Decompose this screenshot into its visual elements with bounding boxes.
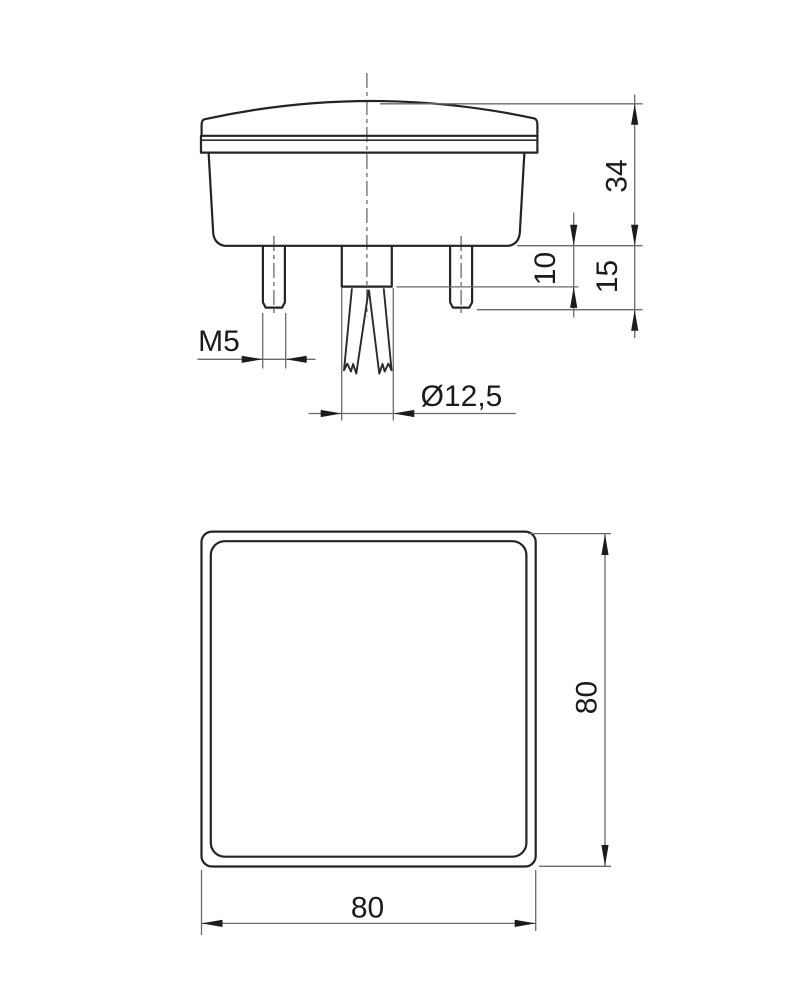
dimension-face-width <box>202 870 536 935</box>
face-inner-outline <box>211 541 527 857</box>
face-view <box>202 532 612 935</box>
arrow-right-icon <box>515 920 536 927</box>
dim-label-stud-thread: M5 <box>198 325 240 358</box>
arrow-down-icon <box>570 225 577 246</box>
arrow-right-icon <box>321 410 342 417</box>
arrow-left-icon <box>202 920 223 927</box>
face-outer-outline <box>202 532 536 867</box>
left-wire <box>344 288 369 373</box>
arrow-down-icon <box>601 845 608 866</box>
dim-label-face-height: 80 <box>570 680 604 715</box>
dim-label-total-height: 34 <box>600 159 634 193</box>
dim-label-stud-length: 15 <box>590 259 624 294</box>
lens-dome-outline <box>202 101 538 136</box>
dimension-face-height <box>528 534 611 867</box>
arrow-up-icon <box>601 534 608 555</box>
flange-outline <box>201 136 537 153</box>
side-view <box>198 73 643 421</box>
dimension-grommet-diameter <box>309 288 517 421</box>
dimension-stud-thread <box>198 313 316 369</box>
dim-label-grommet-protrusion: 10 <box>528 251 562 286</box>
arrow-up-icon <box>570 287 577 308</box>
dimension-total-height <box>380 95 643 339</box>
arrow-right-icon <box>242 356 263 363</box>
arrow-down-icon <box>631 225 638 246</box>
dimension-grommet-protrusion <box>397 213 579 318</box>
arrow-left-icon <box>286 356 307 363</box>
dim-label-face-width: 80 <box>350 891 385 925</box>
arrow-up-icon <box>631 310 638 331</box>
right-wire <box>369 288 392 373</box>
arrow-up-icon <box>631 104 638 125</box>
dim-label-grommet-diameter: Ø12,5 <box>420 380 503 413</box>
arrow-left-icon <box>393 410 414 417</box>
